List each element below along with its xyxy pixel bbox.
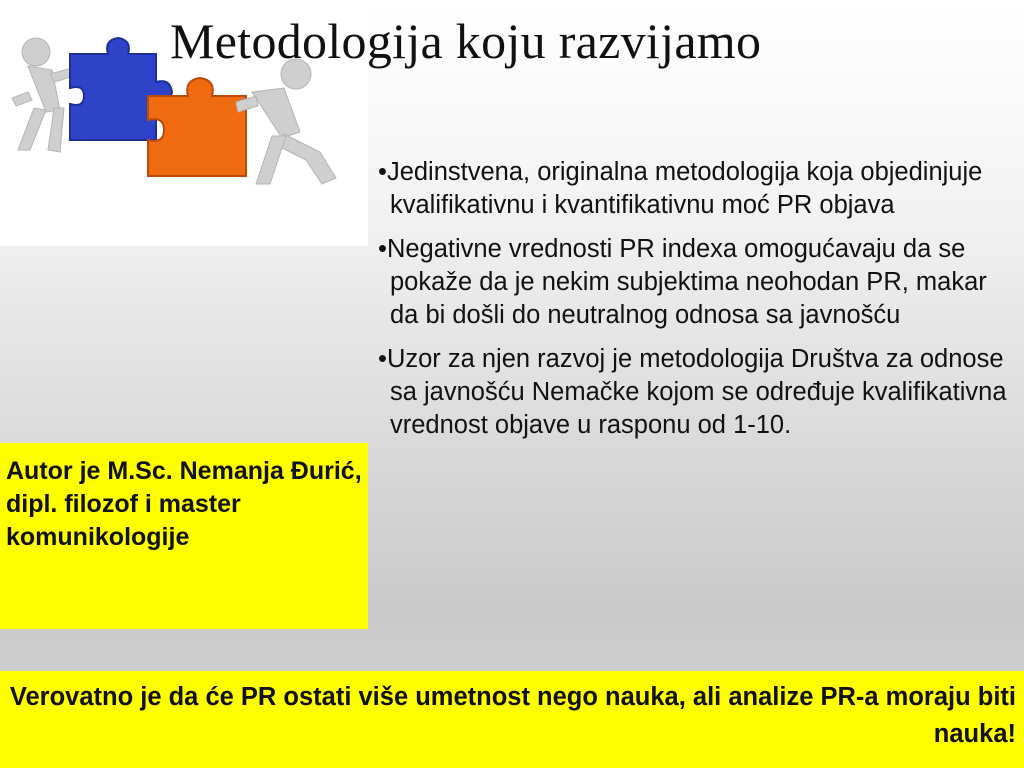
bullet-list bbox=[378, 156, 1018, 453]
slide-title: Metodologija koju razvijamo bbox=[170, 13, 762, 69]
bullet-text: Jedinstvena, originalna metodologija koja objedinjuje kvalifikativnu i kvantifikativnu moć PR objava bbox=[386, 158, 983, 219]
footer-quote-box bbox=[0, 671, 1024, 768]
bullet-text: Uzor za njen razvoj je metodologija Društva za odnose sa javnošću Nemačke kojom se određuje kvalifikativna vrednost objave u rasponu od 1-10. bbox=[386, 345, 1007, 439]
blue-puzzle-piece bbox=[70, 38, 172, 140]
footer-quote-text: Verovatno je da će PR ostati više umetnost nego nauka, ali analize PR-a moraju biti nauka! bbox=[9, 683, 1016, 748]
author-text: Autor je M.Sc. Nemanja Đurić, dipl. filozof i master komunikologije bbox=[6, 457, 362, 551]
bullet-mark: • bbox=[378, 345, 387, 373]
bullet-text: Negativne vrednosti PR indexa omogućavaju da se pokaže da je nekim subjektima neohodan PR, makar da bi došli do neutralnog odnosa sa javnošću bbox=[386, 235, 987, 329]
bullet-item bbox=[378, 233, 1018, 332]
bullet-item bbox=[378, 156, 1018, 222]
bullet-mark: • bbox=[378, 235, 387, 263]
bullet-mark: • bbox=[378, 158, 387, 186]
bullet-item bbox=[378, 343, 1018, 442]
author-box bbox=[0, 443, 368, 629]
